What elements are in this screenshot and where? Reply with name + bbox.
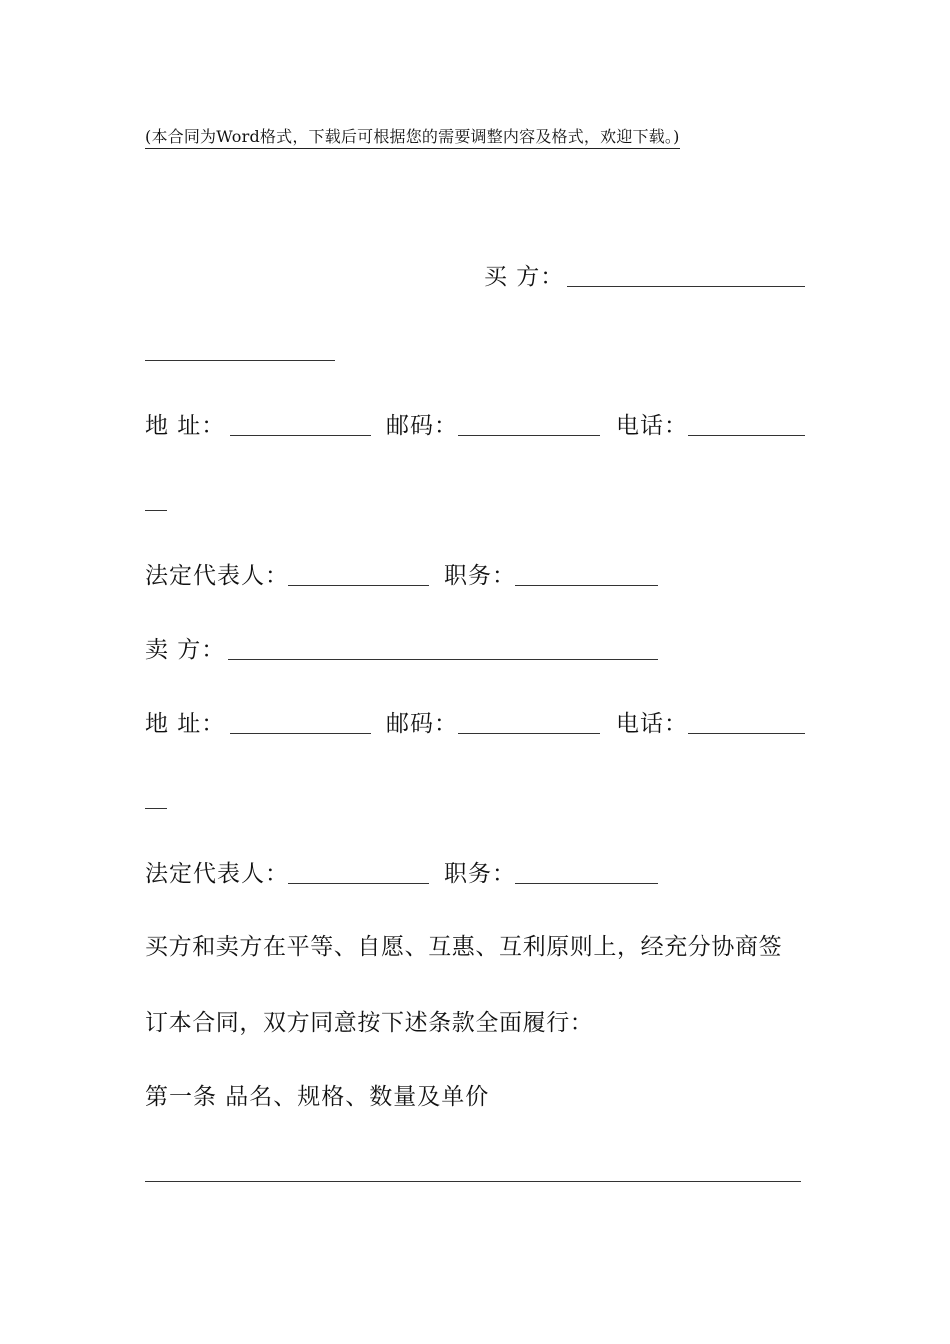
seller-position-blank	[515, 883, 658, 884]
seller-postcode-label: 邮码：	[386, 711, 458, 737]
buyer-phone-label: 电话：	[616, 413, 688, 439]
buyer-phone-blank-continued	[145, 510, 167, 511]
buyer-postcode-line	[386, 411, 458, 441]
buyer-name-blank-continued	[145, 360, 335, 361]
seller-phone-blank-continued	[145, 808, 167, 809]
buyer-address-blank	[230, 435, 371, 436]
seller-position-label: 职务：	[444, 861, 516, 887]
seller-rep-blank	[288, 883, 429, 884]
intro-line-2: 订本合同，双方同意按下述条款全面履行：	[145, 1010, 594, 1036]
buyer-postcode-label: 邮码：	[386, 413, 458, 439]
seller-address-label: 地 址：	[145, 711, 226, 737]
buyer-rep-blank	[288, 585, 429, 586]
seller-label: 卖 方：	[145, 637, 226, 663]
article-1-title: 第一条 品名、规格、数量及单价	[145, 1084, 490, 1110]
buyer-line	[484, 262, 564, 292]
buyer-position-line	[444, 561, 516, 591]
seller-rep-line	[145, 859, 289, 889]
buyer-position-label: 职务：	[444, 563, 516, 589]
seller-phone-blank	[688, 733, 805, 734]
seller-address-blank	[230, 733, 371, 734]
intro-line-1: 买方和卖方在平等、自愿、互惠、互利原则上，经充分协商签	[145, 934, 783, 960]
buyer-name-blank	[567, 286, 805, 287]
buyer-phone-blank	[688, 435, 805, 436]
article-1-blank	[145, 1181, 801, 1182]
seller-name-blank	[228, 659, 658, 660]
buyer-rep-label: 法定代表人：	[145, 563, 289, 589]
seller-position-line	[444, 859, 516, 889]
seller-postcode-line	[386, 709, 458, 739]
buyer-address-line	[145, 411, 225, 441]
seller-postcode-blank	[458, 733, 600, 734]
seller-phone-line	[616, 709, 688, 739]
buyer-label: 买 方：	[484, 264, 565, 290]
seller-line	[145, 635, 225, 665]
seller-rep-label: 法定代表人：	[145, 861, 289, 887]
header-note: (本合同为Word格式，下载后可根据您的需要调整内容及格式，欢迎下载。)	[145, 126, 680, 149]
buyer-address-label: 地 址：	[145, 413, 226, 439]
buyer-position-blank	[515, 585, 658, 586]
seller-address-line	[145, 709, 225, 739]
buyer-rep-line	[145, 561, 289, 591]
buyer-phone-line	[616, 411, 688, 441]
buyer-postcode-blank	[458, 435, 600, 436]
seller-phone-label: 电话：	[616, 711, 688, 737]
